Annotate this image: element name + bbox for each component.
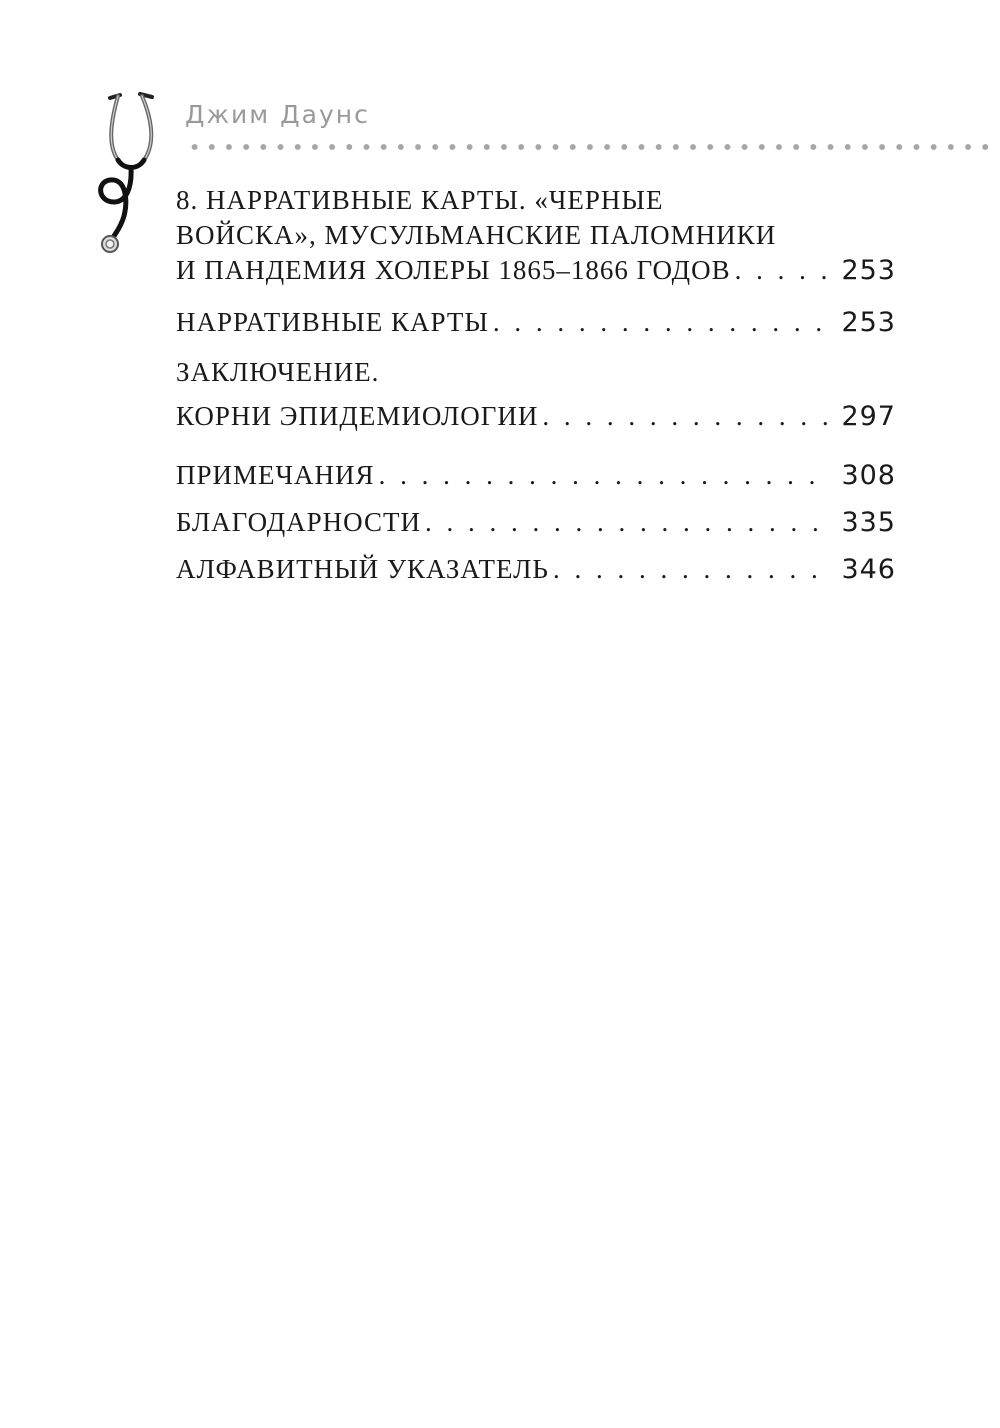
toc-entry-title-line: ВОЙСКА», МУСУЛЬМАНСКИЕ ПАЛОМНИКИ bbox=[176, 220, 777, 250]
toc-entry-title: БЛАГОДАРНОСТИ bbox=[176, 507, 421, 537]
toc-page-number: 297 bbox=[841, 401, 896, 432]
toc-entry[interactable] bbox=[176, 553, 896, 586]
table-of-contents bbox=[176, 184, 896, 586]
toc-page-number: 253 bbox=[841, 307, 896, 338]
toc-entry[interactable] bbox=[176, 306, 896, 339]
toc-entry-title: НАРРАТИВНЫЕ КАРТЫ bbox=[176, 307, 489, 337]
toc-entry-title-line: И ПАНДЕМИЯ ХОЛЕРЫ 1865–1866 ГОДОВ bbox=[176, 255, 731, 285]
dot-leader bbox=[735, 254, 828, 287]
dot-leader bbox=[493, 306, 828, 339]
stethoscope-icon bbox=[80, 84, 170, 260]
dot-leader bbox=[542, 400, 827, 433]
toc-page-number: 253 bbox=[841, 255, 896, 286]
toc-entry[interactable] bbox=[176, 356, 896, 444]
dot-leader bbox=[553, 553, 828, 586]
toc-entry[interactable] bbox=[176, 506, 896, 539]
toc-page-number: 346 bbox=[841, 554, 896, 585]
toc-entry-title-line: ЗАКЛЮЧЕНИЕ. bbox=[176, 357, 380, 387]
toc-entry[interactable] bbox=[176, 184, 896, 289]
dot-leader bbox=[379, 459, 828, 492]
dot-leader bbox=[425, 506, 827, 539]
dotted-divider bbox=[186, 140, 998, 154]
toc-page-number: 308 bbox=[841, 460, 896, 491]
toc-page-number: 335 bbox=[841, 507, 896, 538]
author-name: Джим Даунс bbox=[185, 100, 370, 129]
toc-entry-title: ПРИМЕЧАНИЯ bbox=[176, 460, 375, 490]
toc-entry-title-line: КОРНИ ЭПИДЕМИОЛОГИИ bbox=[176, 401, 539, 431]
toc-entry-title-line: 8. НАРРАТИВНЫЕ КАРТЫ. «ЧЕРНЫЕ bbox=[176, 185, 664, 215]
toc-entry[interactable] bbox=[176, 459, 896, 492]
toc-entry-title: АЛФАВИТНЫЙ УКАЗАТЕЛЬ bbox=[176, 554, 549, 584]
